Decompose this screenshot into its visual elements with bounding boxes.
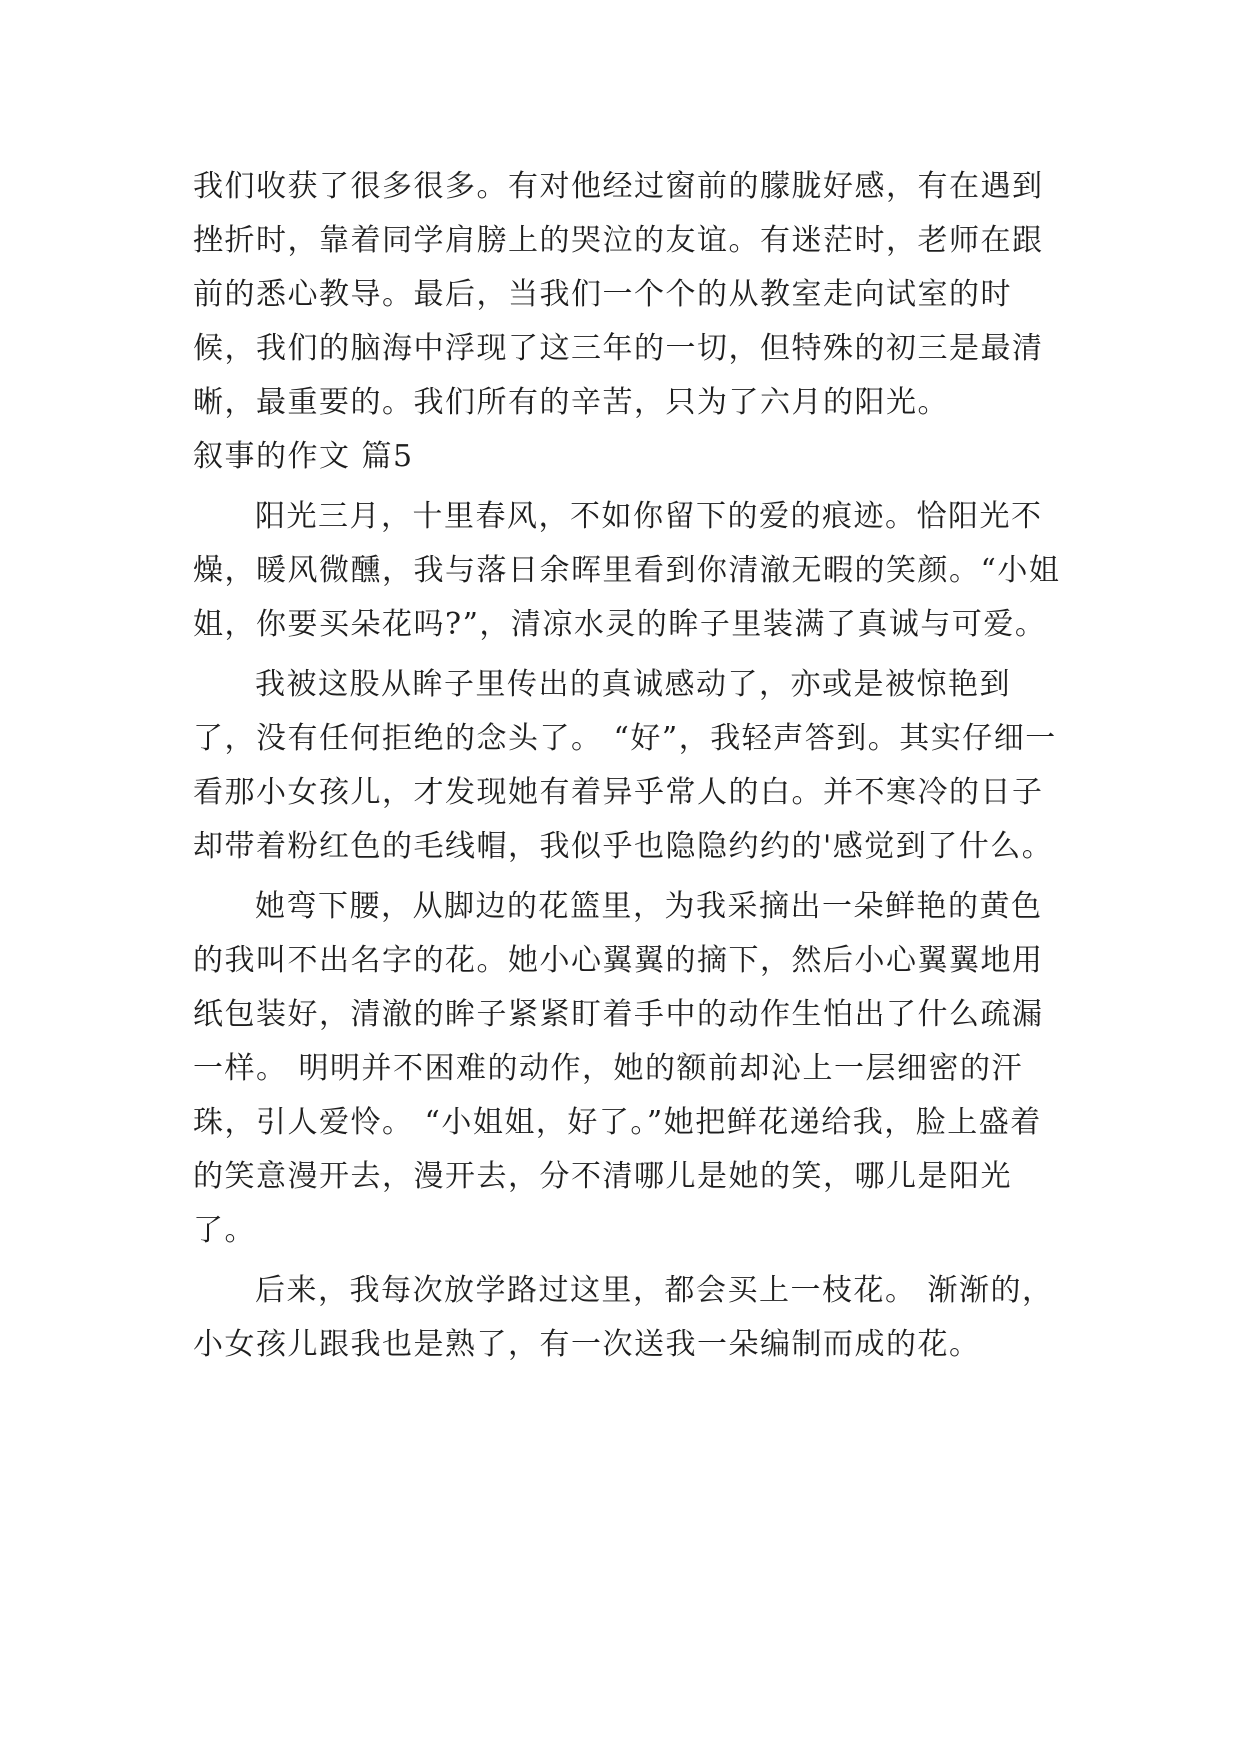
paragraph-intro-continued: 我们收获了很多很多。有对他经过窗前的朦胧好感，有在遇到挫折时，靠着同学肩膀上的哭泣的友谊。有迷茫时，老师在跟前的悉心教导。最后，当我们一个个的从教室走向试室的时候，我们的脑海中浮现了这三年的一切，但特殊的初三是最清晰，最重要的。我们所有的辛苦，只为了六月的阳光。 bbox=[193, 169, 1044, 420]
paragraph-1: 阳光三月，十里春风，不如你留下的爱的痕迹。恰阳光不燥，暖风微醺，我与落日余晖里看到你清澈无暇的笑颜。“小姐姐，你要买朵花吗?”，清凉水灵的眸子里装满了真诚与可爱。 bbox=[193, 499, 1061, 642]
paragraph-4: 后来，我每次放学路过这里，都会买上一枝花。 渐渐的，小女孩儿跟我也是熟了，有一次送我一朵编制而成的花。 bbox=[193, 1273, 1054, 1362]
document-body bbox=[193, 160, 1073, 1372]
section-title: 叙事的作文 篇5 bbox=[193, 439, 414, 474]
paragraph-3: 她弯下腰，从脚边的花篮里，为我采摘出一朵鲜艳的黄色的我叫不出名字的花。她小心翼翼的摘下，然后小心翼翼地用纸包装好，清澈的眸子紧紧盯着手中的动作生怕出了什么疏漏一样。 明明并不困难的动作，她的额前却沁上一层细密的汗珠，引人爱怜。 “小姐姐，好了。”她把鲜花递给我，脸上盛着的笑意漫开去，漫开去，分不清哪儿是她的笑，哪儿是阳光了。 bbox=[193, 889, 1044, 1248]
paragraph-2: 我被这股从眸子里传出的真诚感动了，亦或是被惊艳到了，没有任何拒绝的念头了。 “好”，我轻声答到。其实仔细一看那小女孩儿，才发现她有着异乎常人的白。并不寒冷的日子却带着粉红色的毛线帽，我似乎也隐隐约约的'感觉到了什么。 bbox=[193, 667, 1057, 864]
